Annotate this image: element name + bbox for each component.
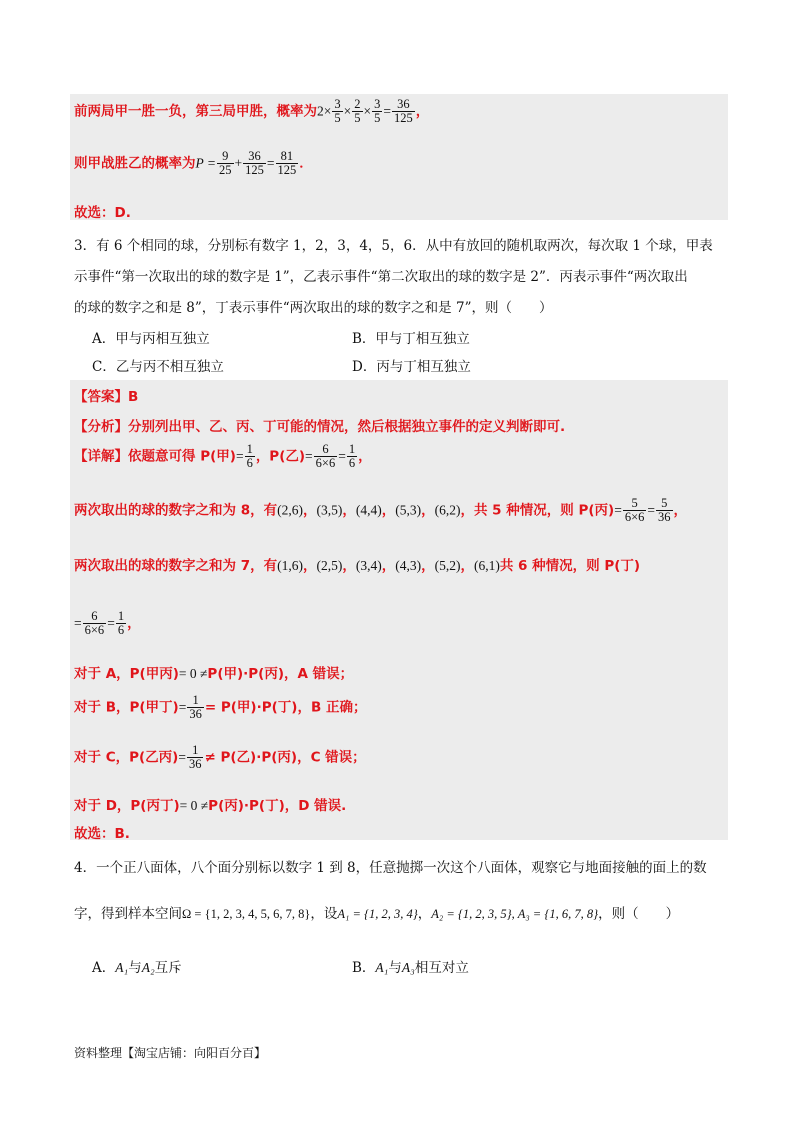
question-3-line-2: 示事件“第一次取出的球的数字是 1”，乙表示事件“第二次取出的球的数字是 2”．丙表示事件“两次取出 xyxy=(74,269,688,285)
judge-a-line: 对于 A，P(甲丙)= 0 ≠P(甲)·P(丙)，A 错误； xyxy=(74,666,354,682)
answer-line: 故选：D. xyxy=(74,205,131,221)
option-d: D．丙与丁相互独立 xyxy=(352,359,471,375)
solution-line-prob-third-game: 前两局甲一胜一负，第三局甲胜，概率为2× $\frac{3}{5}$ × $\frac{2}{5}$ × $\frac{3}{5}$ = $\frac{36}{125}$ ， xyxy=(74,97,430,126)
fraction: $\frac{2}{5}$ xyxy=(354,97,361,126)
option-c: C．乙与丙不相互独立 xyxy=(92,359,224,375)
judge-b-line: 对于 B，P(甲丁)= $\frac{1}{36}$ = P(甲)·P(丁)，B 正确； xyxy=(74,693,367,722)
math-symbol: P = xyxy=(195,155,216,171)
fraction: $\frac{5}{6\times 6}$ xyxy=(624,496,645,525)
fraction: $\frac{81}{125}$ xyxy=(277,149,297,178)
q4-option-a: A．A₁与A₂互斥 xyxy=(92,960,182,976)
option-a: A．甲与丙相互独立 xyxy=(92,331,210,347)
fraction: $\frac{1}{36}$ xyxy=(188,743,202,772)
fraction: $\frac{6}{6\times 6}$ xyxy=(315,442,336,471)
math-prefix: 2× xyxy=(317,103,332,119)
fraction: $\frac{5}{36}$ xyxy=(658,496,671,525)
fraction: $\frac{36}{125}$ xyxy=(245,149,264,178)
sum-8-line: 两次取出的球的数字之和为 8，有(2,6)，(3,5)，(4,4)，(5,3)，(6,2)，共 5 种情况，则 P(丙)= $\frac{5}{6\times 6}$ = $\frac{5}{36}$ ， xyxy=(74,496,688,525)
solution-text: 则甲战胜乙的概率为 xyxy=(74,155,196,172)
question-3-line-3: 的球的数字之和是 8”，丁表示事件“两次取出的球的数字之和是 7”，则（ ） xyxy=(74,300,553,316)
fraction: $\frac{1}{6}$ xyxy=(117,609,125,638)
answer-label: 【答案】B xyxy=(74,389,139,405)
page-footer: 资料整理【淘宝店铺：向阳百分百】 xyxy=(74,1046,267,1060)
final-answer: 故选：B. xyxy=(74,826,130,842)
fraction: $\frac{9}{25}$ xyxy=(219,149,232,178)
analysis-text: 【分析】分别列出甲、乙、丙、丁可能的情况，然后根据独立事件的定义判断即可. xyxy=(74,419,566,435)
p-ding-line: = $\frac{6}{6\times 6}$ = $\frac{1}{6}$ ， xyxy=(74,609,141,638)
solution-text: 前两局甲一胜一负，第三局甲胜，概率为 xyxy=(74,103,317,120)
fraction: $\frac{1}{36}$ xyxy=(189,693,202,722)
fraction: $\frac{3}{5}$ xyxy=(334,97,341,126)
option-b: B．甲与丁相互独立 xyxy=(352,331,470,347)
fraction: $\frac{36}{125}$ xyxy=(394,97,413,126)
judge-c-line: 对于 C，P(乙丙)= $\frac{1}{36}$ ≠ P(乙)·P(丙)，C 错误； xyxy=(74,743,366,772)
solution-line-total-prob: 则甲战胜乙的概率为P = $\frac{9}{25}$ + $\frac{36}{125}$ = $\frac{81}{125}$ ． xyxy=(74,149,313,178)
sum-7-line: 两次取出的球的数字之和为 7，有(1,6)，(2,5)，(3,4)，(4,3)，(5,2)，(6,1)共 6 种情况，则 P(丁) xyxy=(74,558,641,574)
fraction: $\frac{6}{6\times 6}$ xyxy=(84,609,105,638)
fraction: $\frac{3}{5}$ xyxy=(374,97,381,126)
fraction: $\frac{1}{6}$ xyxy=(348,442,356,471)
detail-line-1: 【详解】依题意可得 P(甲)= $\frac{1}{6}$ ，P(乙)= $\frac{6}{6\times 6}$ = $\frac{1}{6}$ ， xyxy=(74,442,372,471)
fraction: $\frac{1}{6}$ xyxy=(246,442,253,471)
question-4-line-1: 4．一个正八面体，八个面分别标以数字 1 到 8，任意抛掷一次这个八面体，观察它与地面接触的面上的数 xyxy=(74,860,707,876)
question-4-line-2: 字，得到样本空间Ω = {1, 2, 3, 4, 5, 6, 7, 8}，设A₁ = {1, 2, 3, 4}，A₂ = {1, 2, 3, 5}, A₃ = {1, 6, 7, 8}，则（ ） xyxy=(74,906,680,922)
judge-d-line: 对于 D，P(丙丁)= 0 ≠P(丙)·P(丁)，D 错误. xyxy=(74,798,347,814)
q4-option-b: B．A₁与A₃相互对立 xyxy=(352,960,469,976)
question-3-line-1: 3．有 6 个相同的球，分别标有数字 1，2，3，4，5，6．从中有放回的随机取两次，每次取 1 个球，甲表 xyxy=(74,238,713,254)
